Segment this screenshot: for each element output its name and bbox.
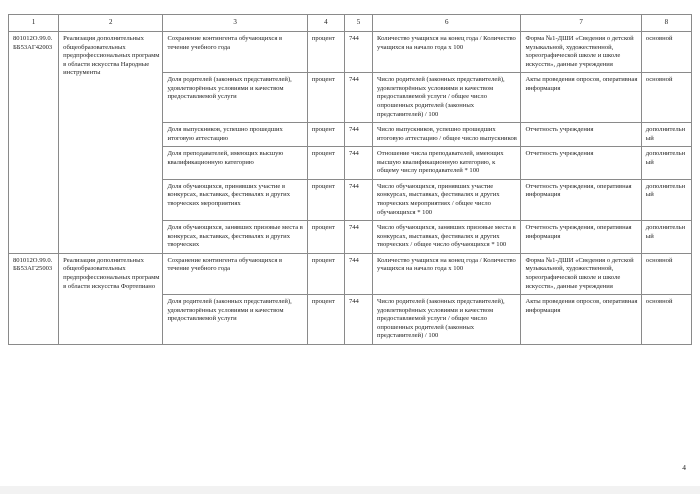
source-cell: Акты проведения опросов, оперативная информация xyxy=(521,295,641,345)
column-header-2: 2 xyxy=(59,15,163,32)
indicator-type-cell: основной xyxy=(641,32,691,73)
unit-cell: процент xyxy=(307,253,344,294)
formula-cell: Количество учащихся на конец года / Количество учащихся на начало года х 100 xyxy=(373,253,521,294)
table-row xyxy=(9,32,692,73)
indicator-cell: Доля выпускников, успешно прошедших итоговую аттестацию xyxy=(163,123,307,147)
indicator-cell: Сохранение контингента обучающихся в течение учебного года xyxy=(163,253,307,294)
source-cell: Отчетность учреждения, оперативная информация xyxy=(521,221,641,254)
formula-cell: Число обучающихся, занявших призовые места в конкурсах, выставках, фестивалях и других творческих / общее число обучающихся * 100 xyxy=(373,221,521,254)
source-cell: Отчетность учреждения, оперативная информация xyxy=(521,179,641,220)
indicator-cell: Доля обучающихся, занявших призовые места в конкурсах, выставках, фестивалях и других творческих xyxy=(163,221,307,254)
unit-cell: процент xyxy=(307,32,344,73)
indicator-cell: Доля родителей (законных представителей), удовлетворённых условиями и качеством предоставляемой услуги xyxy=(163,295,307,345)
indicator-type-cell: основной xyxy=(641,253,691,294)
table-header-row xyxy=(9,15,692,32)
formula-cell: Число родителей (законных представителей), удовлетворённых условиями и качеством предоставляемой услуги / общее число опрошенных родителей (законных представителей) / 100 xyxy=(373,295,521,345)
column-header-7: 7 xyxy=(521,15,641,32)
column-header-3: 3 xyxy=(163,15,307,32)
indicator-type-cell: основной xyxy=(641,295,691,345)
okei-code-cell: 744 xyxy=(344,32,372,73)
formula-cell: Число выпускников, успешно прошедших итоговую аттестацию / общее число выпускников xyxy=(373,123,521,147)
unit-cell: процент xyxy=(307,221,344,254)
okei-code-cell: 744 xyxy=(344,73,372,123)
indicator-cell: Доля обучающихся, принявших участие в конкурсах, выставках, фестивалях и других творческих мероприятиях xyxy=(163,179,307,220)
indicator-type-cell: дополнительный xyxy=(641,179,691,220)
service-code-cell: 801012О.99.0.ББ53АГ42003 xyxy=(9,32,59,254)
formula-cell: Отношение числа преподавателей, имеющих высшую квалификационную категорию, к общему числу преподавателей * 100 xyxy=(373,147,521,180)
indicator-cell: Доля преподавателей, имеющих высшую квалификационную категорию xyxy=(163,147,307,180)
source-cell: Форма №1-ДШИ «Сведения о детской музыкальной, художественной, хореографической школе и школе искусств», данные учреждения xyxy=(521,253,641,294)
indicator-cell: Сохранение контингента обучающихся в течение учебного года xyxy=(163,32,307,73)
okei-code-cell: 744 xyxy=(344,179,372,220)
unit-cell: процент xyxy=(307,123,344,147)
indicator-type-cell: дополнительный xyxy=(641,123,691,147)
column-header-4: 4 xyxy=(307,15,344,32)
indicator-type-cell: дополнительный xyxy=(641,147,691,180)
service-code-cell: 801012О.99.0.ББ53АГ25003 xyxy=(9,253,59,344)
column-header-8: 8 xyxy=(641,15,691,32)
source-cell: Отчетность учреждения xyxy=(521,123,641,147)
service-name-cell: Реализация дополнительных общеобразовательных предпрофессиональных программ в области искусства Фортепиано xyxy=(59,253,163,344)
scan-edge-artifact xyxy=(0,486,700,494)
column-header-1: 1 xyxy=(9,15,59,32)
source-cell: Форма №1-ДШИ «Сведения о детской музыкальной, художественной, хореографической школе и школе искусств», данные учреждения xyxy=(521,32,641,73)
okei-code-cell: 744 xyxy=(344,295,372,345)
source-cell: Акты проведения опросов, оперативная информация xyxy=(521,73,641,123)
unit-cell: процент xyxy=(307,73,344,123)
unit-cell: процент xyxy=(307,179,344,220)
page-number: 4 xyxy=(682,463,686,472)
table-body xyxy=(9,32,692,345)
column-header-6: 6 xyxy=(373,15,521,32)
source-cell: Отчетность учреждения xyxy=(521,147,641,180)
formula-cell: Количество учащихся на конец года / Количество учащихся на начало года х 100 xyxy=(373,32,521,73)
indicator-type-cell: основной xyxy=(641,73,691,123)
unit-cell: процент xyxy=(307,147,344,180)
table-header xyxy=(9,15,692,32)
table-row xyxy=(9,253,692,294)
okei-code-cell: 744 xyxy=(344,147,372,180)
okei-code-cell: 744 xyxy=(344,123,372,147)
unit-cell: процент xyxy=(307,295,344,345)
column-header-5: 5 xyxy=(344,15,372,32)
indicator-type-cell: дополнительный xyxy=(641,221,691,254)
indicator-cell: Доля родителей (законных представителей), удовлетворённых условиями и качеством предоставляемой услуги xyxy=(163,73,307,123)
service-indicators-table xyxy=(8,14,692,345)
okei-code-cell: 744 xyxy=(344,253,372,294)
formula-cell: Число обучающихся, принявших участие конкурсах, выставках, фестивалях и других творческих мероприятиях / общее число обучающихся * 100 xyxy=(373,179,521,220)
service-name-cell: Реализация дополнительных общеобразовательных предпрофессиональных программ в области искусства Народные инструменты xyxy=(59,32,163,254)
formula-cell: Число родителей (законных представителей), удовлетворённых условиями и качеством предоставляемой услуги / общее число опрошенных родителей (законных представителей) / 100 xyxy=(373,73,521,123)
okei-code-cell: 744 xyxy=(344,221,372,254)
